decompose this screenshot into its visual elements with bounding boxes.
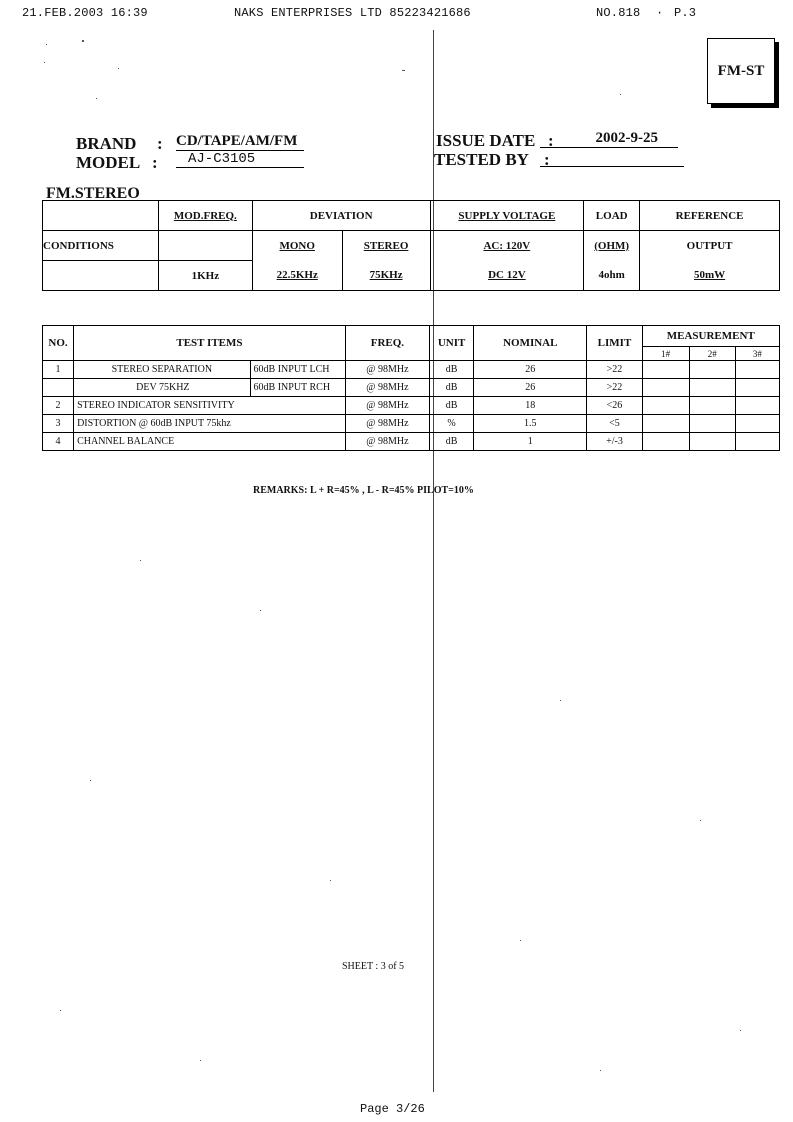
model-label: MODEL [76, 153, 141, 172]
row-unit: dB [430, 361, 474, 379]
row-limit: <26 [587, 397, 642, 415]
table-row [43, 379, 780, 397]
table-row [43, 361, 780, 379]
row-limit: <5 [587, 415, 642, 433]
deviation-header: DEVIATION [309, 209, 373, 222]
col-freq-header: FREQ. [345, 326, 429, 361]
row-nominal: 1.5 [474, 415, 587, 433]
row-m3 [735, 379, 779, 397]
tested-by-label: TESTED BY [434, 150, 529, 169]
row-nominal: 1 [474, 433, 587, 451]
row-m2 [689, 361, 735, 379]
row-nominal: 26 [474, 379, 587, 397]
col-measurement-header: MEASUREMENT [642, 326, 779, 347]
tested-by-colon: : [544, 150, 550, 169]
brand-colon: : [157, 134, 163, 153]
row-unit: dB [430, 397, 474, 415]
section-title: FM.STEREO [46, 185, 140, 202]
row-limit: >22 [587, 379, 642, 397]
row-m3 [735, 361, 779, 379]
brand-label: BRAND [76, 134, 137, 153]
table-row [43, 415, 780, 433]
brand-value: CD/TAPE/AM/FM [176, 133, 304, 151]
row-nominal: 18 [474, 397, 587, 415]
row-m3 [735, 415, 779, 433]
row-limit: +/-3 [587, 433, 642, 451]
col-unit-header: UNIT [430, 326, 474, 361]
row-m3 [735, 433, 779, 451]
issue-date-value: 2002-9-25 [540, 130, 678, 148]
row-no: 4 [43, 433, 74, 451]
row-item: CHANNEL BALANCE [74, 433, 346, 451]
table-row [43, 397, 780, 415]
row-sub: 60dB INPUT RCH [250, 379, 345, 397]
fax-separator: · [656, 6, 664, 20]
row-m1 [642, 415, 689, 433]
issue-date-label: ISSUE DATE [436, 131, 536, 150]
page-number: Page 3/26 [360, 1102, 425, 1116]
test-items-table [42, 325, 780, 451]
conditions-label: CONDITIONS [43, 239, 114, 252]
row-m2 [689, 415, 735, 433]
output-header: OUTPUT [686, 239, 733, 252]
fm-st-stamp: FM-ST [707, 38, 775, 104]
mono-value: 22.5KHz [276, 269, 318, 282]
mono-header: MONO [279, 239, 315, 252]
row-m2 [689, 433, 735, 451]
fax-sender: NAKS ENTERPRISES LTD 85223421686 [234, 6, 471, 20]
sheet-number: SHEET : 3 of 5 [342, 961, 405, 972]
stereo-header: STEREO [363, 239, 409, 252]
col-m2-header: 2# [689, 347, 735, 361]
row-unit: dB [430, 379, 474, 397]
row-item: STEREO INDICATOR SENSITIVITY [74, 397, 346, 415]
row-nominal: 26 [474, 361, 587, 379]
col-nominal-header: NOMINAL [474, 326, 587, 361]
row-m1 [642, 361, 689, 379]
mod-freq-header: MOD.FREQ. [173, 209, 237, 222]
row-freq: @ 98MHz [345, 361, 429, 379]
row-no: 3 [43, 415, 74, 433]
load-header: LOAD [595, 209, 628, 222]
row-freq: @ 98MHz [345, 433, 429, 451]
fold-line [433, 30, 434, 1092]
row-m3 [735, 397, 779, 415]
conditions-table [42, 200, 780, 291]
col-no-header: NO. [43, 326, 74, 361]
row-freq: @ 98MHz [345, 397, 429, 415]
row-m1 [642, 379, 689, 397]
row-m2 [689, 397, 735, 415]
row-freq: @ 98MHz [345, 379, 429, 397]
col-m3-header: 3# [735, 347, 779, 361]
issue-date-colon: : [548, 131, 554, 150]
dc-voltage: DC 12V [488, 269, 526, 282]
load-value: 4ohm [598, 269, 625, 282]
model-value: AJ-C3105 [176, 151, 304, 168]
col-m1-header: 1# [642, 347, 689, 361]
supply-voltage-header: SUPPLY VOLTAGE [458, 209, 556, 222]
row-freq: @ 98MHz [345, 415, 429, 433]
row-no [43, 379, 74, 397]
stereo-value: 75KHz [369, 269, 403, 282]
col-limit-header: LIMIT [587, 326, 642, 361]
output-value: 50mW [693, 269, 726, 282]
row-unit: dB [430, 433, 474, 451]
row-no: 2 [43, 397, 74, 415]
row-unit: % [430, 415, 474, 433]
row-no: 1 [43, 361, 74, 379]
row-sub: 60dB INPUT LCH [250, 361, 345, 379]
row-m1 [642, 433, 689, 451]
row-m1 [642, 397, 689, 415]
model-colon: : [152, 153, 158, 172]
col-test-items-header: TEST ITEMS [74, 326, 346, 361]
remarks: REMARKS: L + R=45% , L - R=45% PILOT=10% [253, 485, 474, 496]
table-row [43, 433, 780, 451]
ohm-header: (OHM) [594, 239, 630, 252]
row-m2 [689, 379, 735, 397]
row-limit: >22 [587, 361, 642, 379]
row-item: DEV 75KHZ [74, 379, 250, 397]
row-item: STEREO SEPARATION [74, 361, 250, 379]
row-item: DISTORTION @ 60dB INPUT 75khz [74, 415, 346, 433]
tested-by-value [540, 150, 684, 167]
fax-number: NO.818 [596, 6, 641, 20]
conditions-blank-cell [43, 201, 159, 231]
mod-freq-value: 1KHz [191, 269, 220, 282]
ac-voltage: AC: 120V [483, 239, 531, 252]
reference-header: REFERENCE [675, 209, 744, 222]
fax-datetime: 21.FEB.2003 16:39 [22, 6, 148, 20]
fax-page: P.3 [674, 6, 697, 20]
